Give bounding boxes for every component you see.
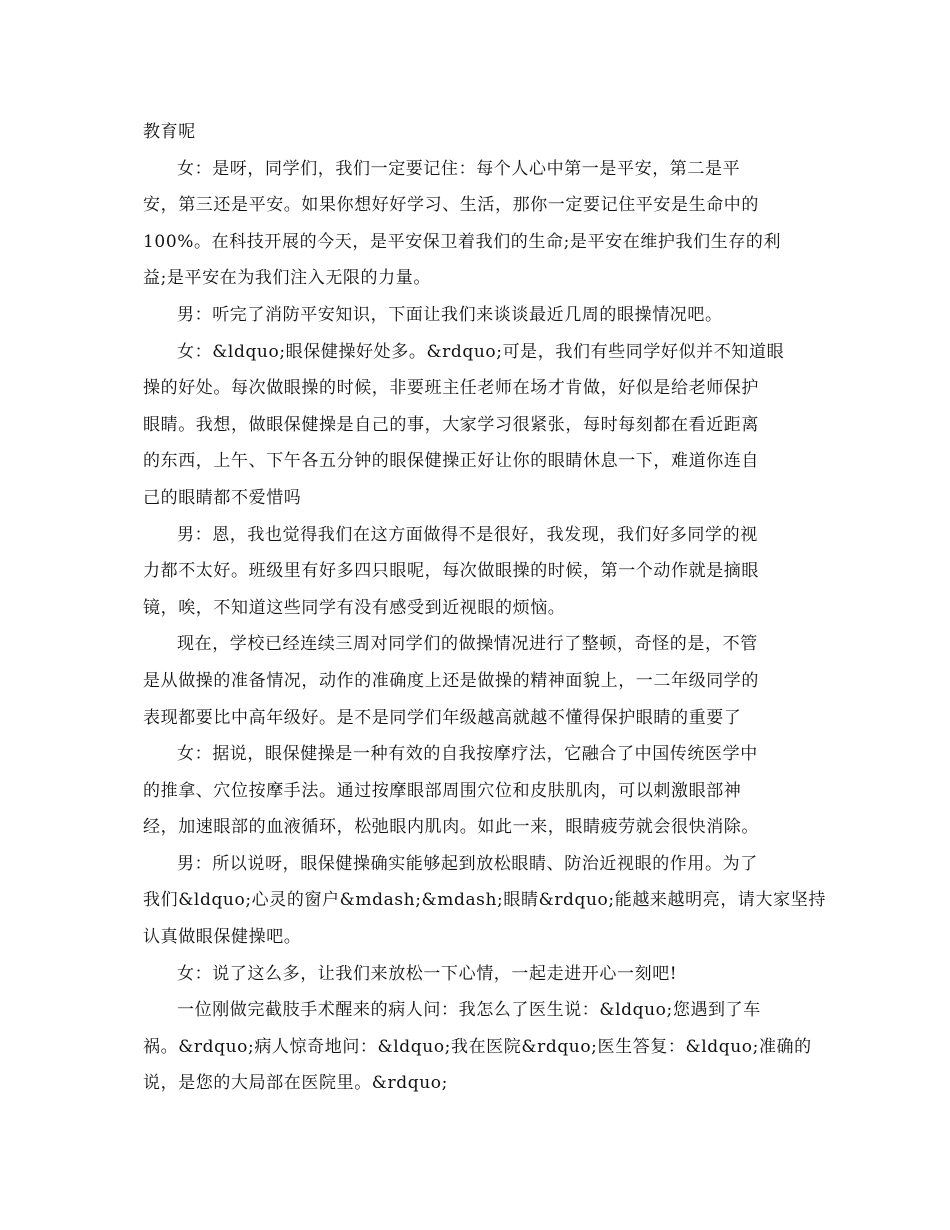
text-line: 教育呢 (143, 122, 196, 142)
text-line: 100%。在科技开展的今天，是平安保卫着我们的生命;是平安在维护我们生存的利 (143, 231, 782, 252)
text-line: 说，是您的大局部在医院里。&rdquo; (143, 1073, 448, 1094)
text-line: 一位刚做完截肢手术醒来的病人问：我怎么了医生说：&ldquo;您遇到了车 (177, 1000, 761, 1021)
paragraph-1 (143, 151, 803, 297)
paragraph-3 (143, 334, 803, 517)
text-line: 现在，学校已经连续三周对同学们的做操情况进行了整顿，奇怪的是，不管 (177, 634, 758, 655)
text-line: 己的眼睛都不爱惜吗 (143, 487, 302, 508)
text-line: 益;是平安在为我们注入无限的力量。 (143, 268, 431, 289)
text-line: 男：所以说呀，眼保健操确实能够起到放松眼睛、防治近视眼的作用。为了 (177, 853, 758, 874)
text-line: 祸。&rdquo;病人惊奇地问：&ldquo;我在医院&rdquo;医生答复：&ldquo;准确的 (143, 1036, 812, 1057)
text-line: 认真做眼保健操吧。 (143, 927, 302, 948)
text-line: 是从做操的准备情况，动作的准确度上还是做操的精神面貌上，一二年级同学的 (143, 670, 759, 691)
text-line: 男：恩，我也觉得我们在这方面做得不是很好，我发现，我们好多同学的视 (177, 524, 758, 545)
text-line: 表现都要比中高年级好。是不是同学们年级越高就越不懂得保护眼睛的重要了 (143, 707, 742, 728)
text-line: 力都不太好。班级里有好多四只眼呢，每次做眼操的时候，第一个动作就是摘眼 (143, 561, 759, 582)
text-line: 安，第三还是平安。如果你想好好学习、生活，那你一定要记住平安是生命中的 (143, 195, 759, 216)
paragraph-9 (143, 992, 812, 1102)
text-line: 经，加速眼部的血液循环，松弛眼内肌肉。如此一来，眼睛疲劳就会很快消除。 (143, 817, 759, 838)
text-line: 女：是呀，同学们，我们一定要记住：每个人心中第一是平安，第二是平 (177, 158, 741, 179)
paragraph-4 (143, 517, 803, 627)
document-body (143, 114, 826, 1102)
text-line: 我们&ldquo;心灵的窗户&mdash;&mdash;眼睛&rdquo;能越来越明亮，请大家坚持 (143, 890, 826, 911)
text-line: 男：听完了消防平安知识，下面让我们来谈谈最近几周的眼操情况吧。 (177, 304, 723, 325)
paragraph-8 (143, 956, 803, 993)
text-line: 女：&ldquo;眼保健操好处多。&rdquo;可是，我们有些同学好似并不知道眼 (177, 341, 785, 362)
paragraph-0 (143, 114, 803, 151)
text-line: 的东西，上午、下午各五分钟的眼保健操正好让你的眼睛休息一下，难道你连自 (143, 451, 759, 472)
text-line: 操的好处。每次做眼操的时候，非要班主任老师在场才肯做，好似是给老师保护 (143, 378, 759, 399)
text-line: 眼睛。我想，做眼保健操是自己的事，大家学习很紧张，每时每刻都在看近距离 (143, 414, 759, 435)
paragraph-6 (143, 736, 803, 846)
paragraph-7 (143, 846, 826, 956)
text-line: 女：据说，眼保健操是一种有效的自我按摩疗法，它融合了中国传统医学中 (177, 744, 758, 765)
paragraph-2 (143, 297, 803, 334)
paragraph-5 (143, 626, 803, 736)
text-line: 镜，唉，不知道这些同学有没有感受到近视眼的烦恼。 (143, 597, 566, 618)
text-line: 的推拿、穴位按摩手法。通过按摩眼部周围穴位和皮肤肌肉，可以刺激眼部神 (143, 780, 742, 801)
text-line: 女：说了这么多，让我们来放松一下心情，一起走进开心一刻吧! (177, 963, 678, 984)
